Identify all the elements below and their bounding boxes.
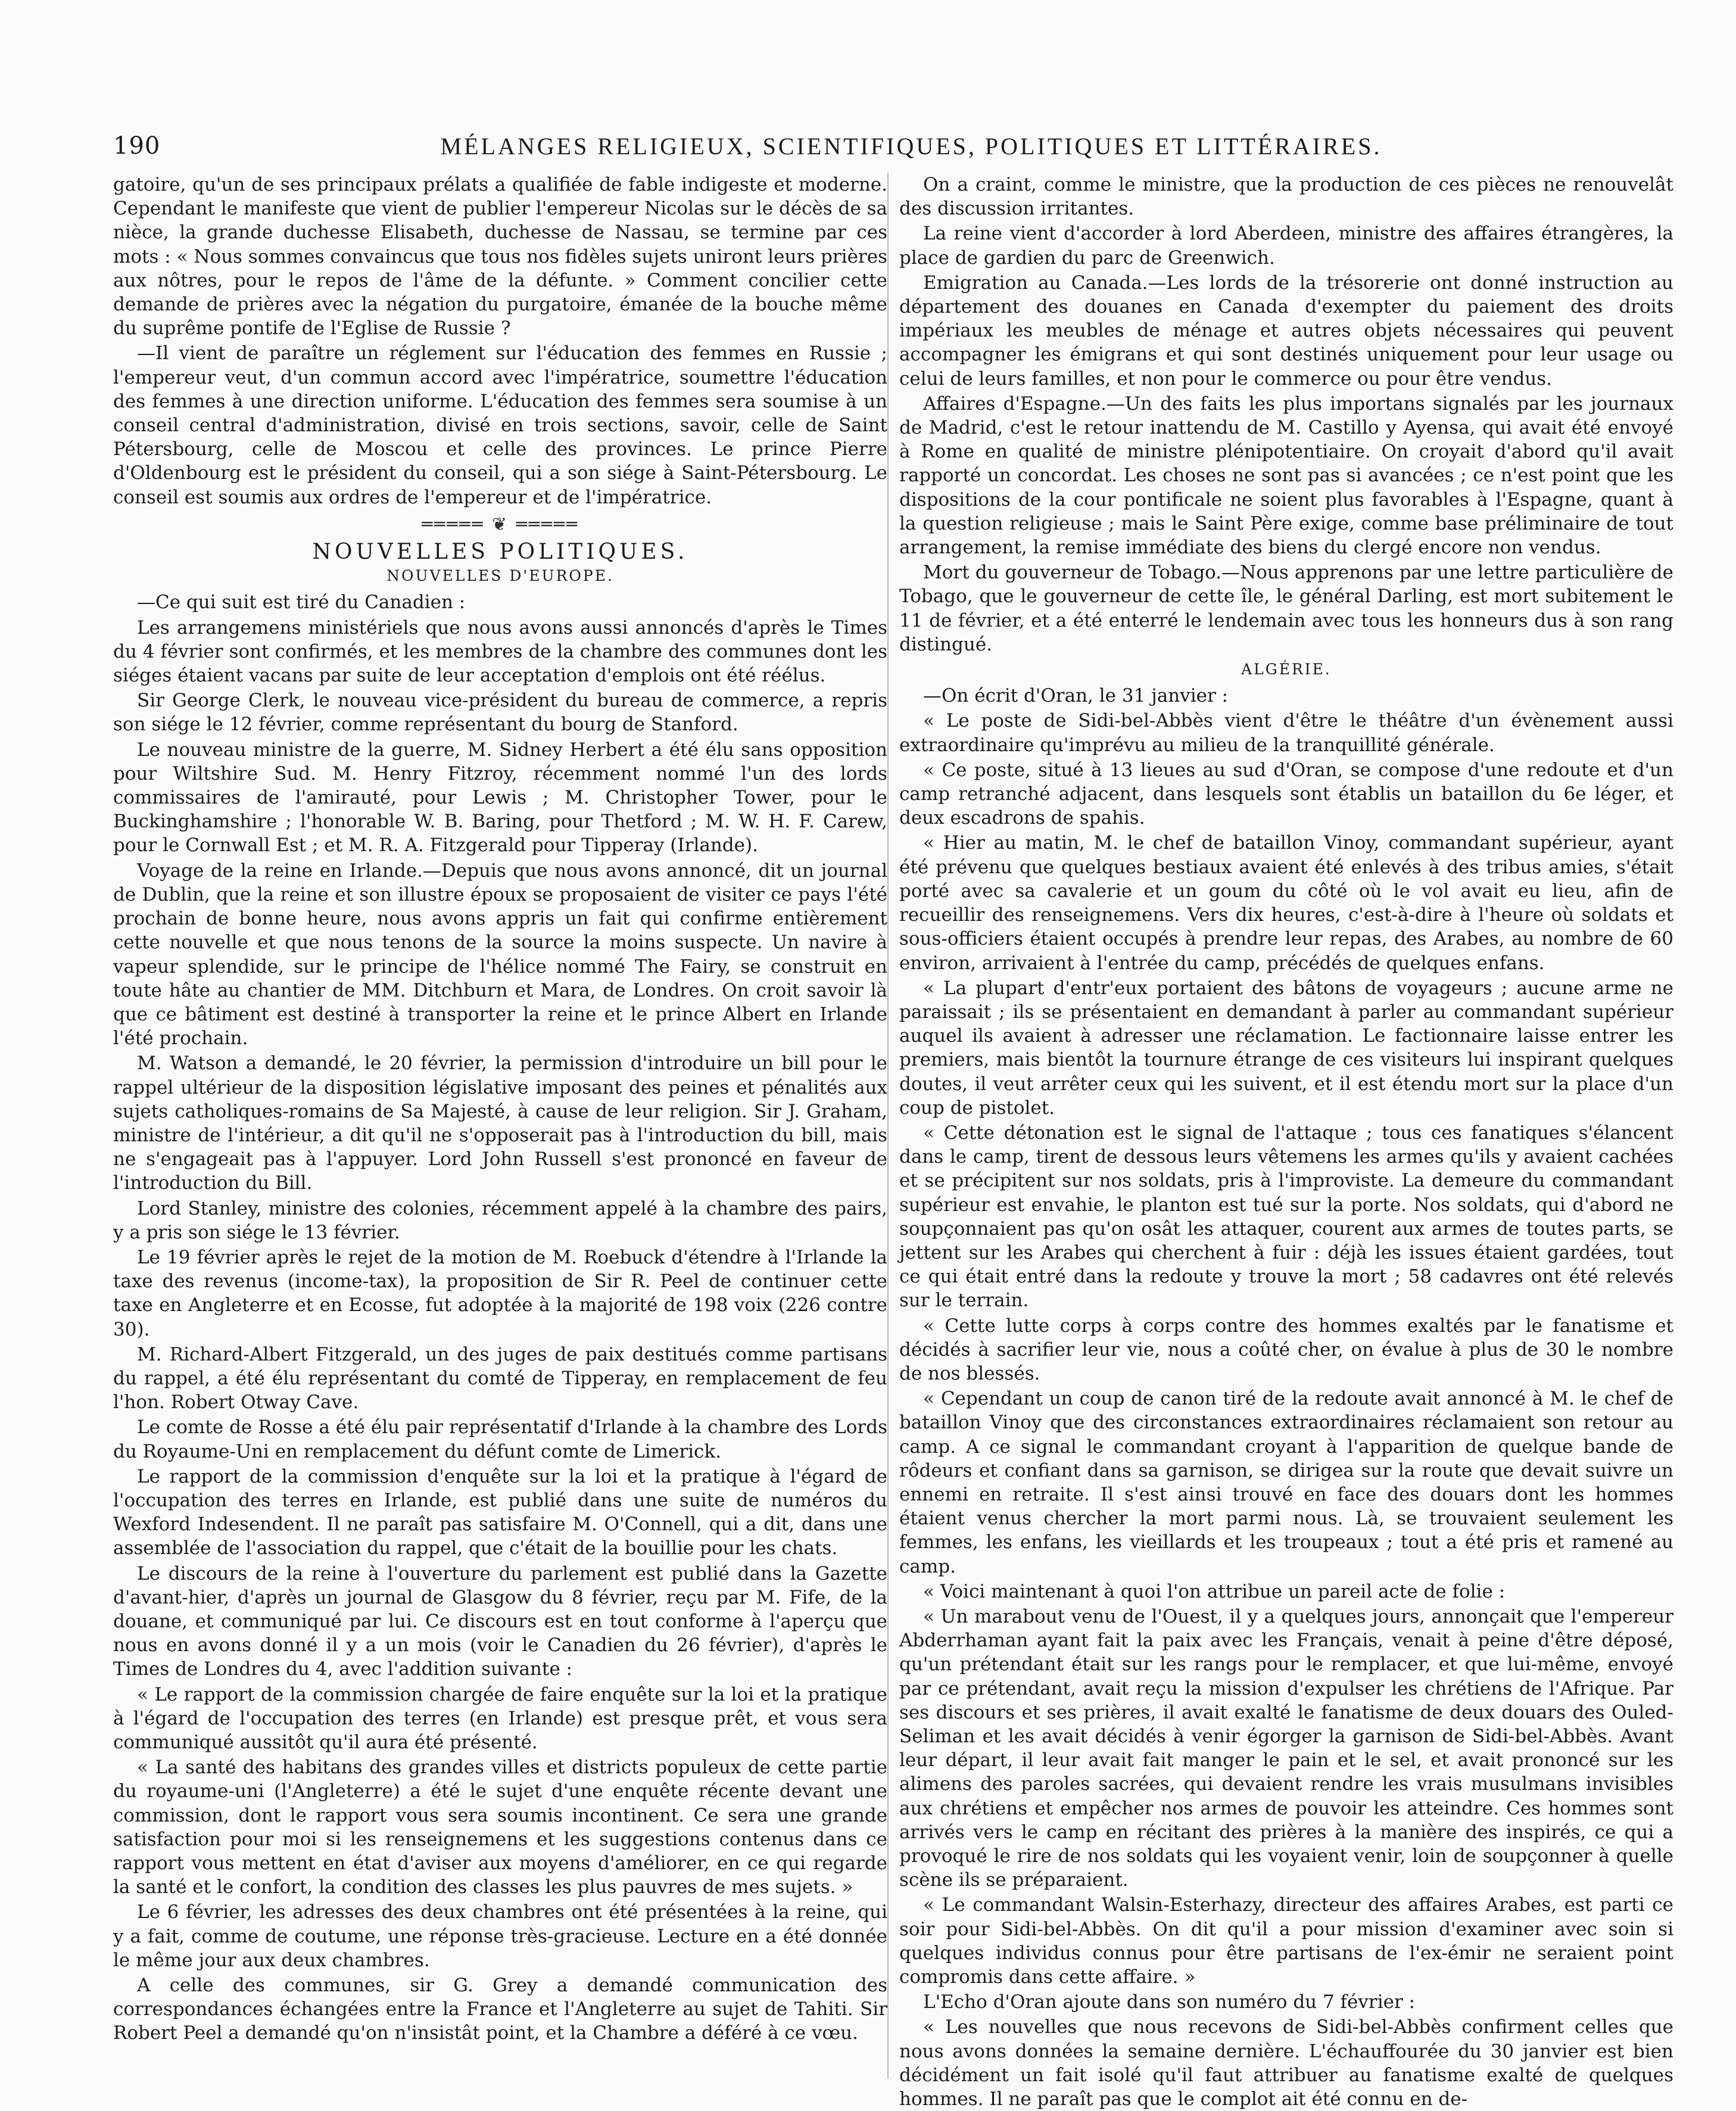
paragraph: « Le commandant Walsin-Esterhazy, directeur des affaires Arabes, est parti ce soir pour Sidi-bel-Abbès. On dit qu'il a pour mission d'examiner avec soin si quelques individus connus pour être partisans de l'ex-émir ne seraient point compromis dans cette affaire. »: [899, 1894, 1673, 1988]
page-number: 190: [113, 132, 161, 160]
paragraph: « Les nouvelles que nous recevons de Sidi-bel-Abbès confirment celles que nous avons données la semaine dernière. L'échauffourée du 30 janvier est bien décidément un fait isolé qu'il faut attribuer au fanatisme exalté de quelques hommes. Il ne paraît pas que le complot ait été connu en de-: [899, 2016, 1673, 2110]
paragraph: « Hier au matin, M. le chef de bataillon Vinoy, commandant supérieur, ayant été prévenu que quelques bestiaux avaient été enlevés à des tribus amies, s'était porté avec sa cavalerie et un goum du côté où le vol avait eu lieu, afin de recueillir des renseignemens. Vers dix heures, c'est-à-dire à l'heure où soldats et sous-officiers étaient occupés à prendre leur repas, des Arabes, au nombre de 60 environ, arrivaient à l'entrée du camp, précédés de quelques enfans.: [899, 832, 1673, 974]
page-header: [113, 122, 1638, 170]
paragraph: « Le rapport de la commission chargée de faire enquête sur la loi et la pratique à l'égard de l'occupation des terres (en Irlande) est presque prêt, et vous sera communiqué aussitôt qu'il aura été présenté.: [113, 1683, 887, 1753]
paragraph: « Cette détonation est le signal de l'attaque ; tous ces fanatiques s'élancent dans le camp, tirent de dessous leurs vêtemens les armes qu'ils y avaient cachées et se précipitent sur nos soldats, pris à l'improviste. La demeure du commandant supérieur est envahie, le planton est tué sur la porte. Nos soldats, qui d'abord ne soupçonnaient pas qu'on osât les attaquer, courent aux armes de toutes parts, se jettent sur les Arabes qui cherchent à fuir : déjà les issues étaient gardées, tout ce qui était entré dans la redoute y trouve la mort ; 58 cadavres ont été relevés sur le terrain.: [899, 1122, 1673, 1312]
paragraph: Le 19 février après le rejet de la motion de M. Roebuck d'étendre à l'Irlande la taxe des revenus (income-tax), la proposition de Sir R. Peel de continuer cette taxe en Angleterre et en Ecosse, fut adoptée à la majorité de 198 voix (226 contre 30).: [113, 1246, 887, 1340]
paragraph: —Il vient de paraître un réglement sur l'éducation des femmes en Russie ; l'empereur veut, d'un commun accord avec l'impératrice, soumettre l'éducation des femmes à une direction uniforme. L'éducation des femmes sera soumise à un conseil central d'administration, divisé en trois sections, savoir, celle de Saint Pétersbourg, celle de Moscou et celle des provinces. Le prince Pierre d'Oldenbourg est le président du conseil, qui a son siége à Saint-Pétersbourg. Le conseil est soumis aux ordres de l'empereur et de l'impératrice.: [113, 343, 887, 508]
paragraph: « Ce poste, situé à 13 lieues au sud d'Oran, se compose d'une redoute et d'un camp retranché adjacent, dans lesquels sont établis un bataillon du 6e léger, et deux escadrons de spahis.: [899, 759, 1673, 829]
section-subtitle: ALGÉRIE.: [1241, 661, 1332, 678]
paragraph: « Cependant un coup de canon tiré de la redoute avait annoncé à M. le chef de bataillon Vinoy que des circonstances extraordinaires réclamaient son retour au camp. A ce signal le commandant croyant à l'apparition de quelque bande de rôdeurs et confiant dans sa garnison, se dirigea sur la route que devait suivre un ennemi en retraite. Il s'est ainsi trouvé en face des douars dont les hommes étaient venus chercher la mort parmi nous. Là, se trouvaient seulement les femmes, les enfans, les vieillards et les troupeaux ; tout a été pris et ramené au camp.: [899, 1388, 1673, 1577]
paragraph: gatoire, qu'un de ses principaux prélats a qualifiée de fable indigeste et moderne. Cependant le manifeste que vient de publier l'empereur Nicolas sur le décès de sa nièce, la grande duchesse Elisabeth, duchesse de Nassau, se termine par ces mots : « Nous sommes convaincus que tous nos fidèles sujets uniront leurs prières aux nôtres, pour le repos de l'âme de la défunte. » Comment concilier cette demande de prières avec la négation du purgatoire, émanée de la bouche même du suprême pontife de l'Eglise de Russie ?: [113, 174, 887, 340]
paragraph: « Cette lutte corps à corps contre des hommes exaltés par le fanatisme et décidés à sacrifier leur vie, nous a coûté cher, on évalue à plus de 30 le nombre de nos blessés.: [899, 1315, 1673, 1384]
section-subtitle: NOUVELLES D'EUROPE.: [387, 567, 614, 585]
paragraph: « La plupart d'entr'eux portaient des bâtons de voyageurs ; aucune arme ne paraissait ; ils se présentaient en demandant à parler au commandant supérieur auquel ils avaient à adresser une réclamation. Le factionnaire laisse entrer les premiers, mais bientôt la tournure étrange de ces visiteurs lui inspirant quelques doutes, il veut arrêter ceux qui les suivent, et il est étendu mort sur la place d'un coup de pistolet.: [899, 977, 1673, 1119]
paragraph: Le nouveau ministre de la guerre, M. Sidney Herbert a été élu sans opposition pour Wiltshire Sud. M. Henry Fitzroy, récemment nommé l'un des lords commissaires de l'amirauté, pour Lewis ; M. Christopher Tower, pour le Buckinghamshire ; l'honorable W. B. Baring, pour Thetford ; M. W. H. F. Carew, pour le Cornwall Est ; et M. R. A. Fitzgerald pour Tipperay (Irlande).: [113, 739, 887, 857]
paragraph: Les arrangemens ministériels que nous avons aussi annoncés d'après le Times du 4 février sont confirmés, et les membres de la chambre des communes dont les siéges étaient vacans par suite de leur acceptation d'emplois ont été réélus.: [113, 617, 887, 687]
paragraph: On a craint, comme le ministre, que la production de ces pièces ne renouvelât des discussion irritantes.: [899, 174, 1673, 220]
left-column: [113, 173, 887, 2079]
paragraph: Le discours de la reine à l'ouverture du parlement est publié dans la Gazette d'avant-hier, d'après un journal de Glasgow du 8 février, reçu par M. Fife, de la douane, et communiqué par lui. Ce discours est en tout conforme à l'aperçu que nous en avons donné il y a un mois (voir le Canadien du 26 février), d'après le Times de Londres du 4, avec l'addition suivante :: [113, 1562, 887, 1680]
paragraph: —Ce qui suit est tiré du Canadien :: [137, 591, 466, 614]
paragraph: « Voici maintenant à quoi l'on attribue un pareil acte de folie :: [923, 1580, 1506, 1602]
paragraph: M. Watson a demandé, le 20 février, la permission d'introduire un bill pour le rappel ultérieur de la disposition législative imposant des peines et pénalités aux sujets catholiques-romains de Sa Majesté, à cause de leur religion. Sir J. Graham, ministre de l'intérieur, a dit qu'il ne s'opposerait pas à l'introduction du bill, mais ne s'engageait pas à l'appuyer. Lord John Russell s'est prononcé en faveur de l'introduction du Bill.: [113, 1053, 887, 1194]
ornament-divider: ═════ ❦ ═════: [422, 513, 579, 535]
paragraph: —On écrit d'Oran, le 31 janvier :: [923, 685, 1229, 707]
paragraph: Mort du gouverneur de Tobago.—Nous apprenons par une lettre particulière de Tobago, que le gouverneur de cette île, le général Darling, est mort subitement le 11 de février, et a été enterré le lendemain avec tous les honneurs dus à son rang distingué.: [899, 562, 1673, 655]
paragraph: Emigration au Canada.—Les lords de la trésorerie ont donné instruction au département des douanes en Canada d'exempter du paiement des droits impériaux les meubles de ménage et autres objets nécessaires qui peuvent accompagner les émigrans et qui sont destinés uniquement pour leur usage ou celui de leurs familles, et non pour le commerce ou pour être vendus.: [899, 272, 1673, 390]
paragraph: La reine vient d'accorder à lord Aberdeen, ministre des affaires étrangères, la place de gardien du parc de Greenwich.: [899, 223, 1673, 269]
paragraph: Sir George Clerk, le nouveau vice-président du bureau de commerce, a repris son siége le 12 février, comme représentant du bourg de Stanford.: [113, 690, 887, 736]
right-column: [899, 173, 1673, 2110]
column-divider: [887, 173, 889, 2079]
paragraph: Le 6 février, les adresses des deux chambres ont été présentées à la reine, qui y a fait, comme de coutume, une réponse très-gracieuse. Lecture en a été donnée le même jour aux deux chambres.: [113, 1901, 887, 1971]
paragraph: « La santé des habitans des grandes villes et districts populeux de cette partie du royaume-uni (l'Angleterre) a été le sujet d'une enquête récente devant une commission, dont le rapport vous sera soumis incontinent. Ce sera une grande satisfaction pour moi si les renseignemens et les suggestions contenus dans ce rapport vous mettent en état d'aviser aux moyens d'améliorer, en ce qui regarde la santé et le confort, la condition des classes les plus pauvres de mes sujets. »: [113, 1757, 887, 1898]
paragraph: Affaires d'Espagne.—Un des faits les plus importans signalés par les journaux de Madrid, c'est le retour inattendu de M. Castillo y Ayensa, qui avait été envoyé à Rome en qualité de ministre plénipotentiaire. On croyait d'abord qu'il avait rapporté un concordat. Les choses ne sont pas si avancées ; ce n'est point que les dispositions de la cour pontificale ne soient plus favorables à l'Espagne, quant à la question religieuse ; mais le Saint Père exige, comme base préliminaire de tout arrangement, la remise immédiate des biens du clergé encore non vendus.: [899, 393, 1673, 559]
paragraph: L'Echo d'Oran ajoute dans son numéro du 7 février :: [923, 1991, 1416, 2013]
journal-title: MÉLANGES RELIGIEUX, SCIENTIFIQUES, POLITIQUES ET LITTÉRAIRES.: [440, 132, 1382, 160]
paragraph: Lord Stanley, ministre des colonies, récemment appelé à la chambre des pairs, y a pris son siége le 13 février.: [113, 1197, 887, 1243]
paragraph: « Le poste de Sidi-bel-Abbès vient d'être le théâtre d'un évènement aussi extraordinaire qu'imprévu au milieu de la tranquillité générale.: [899, 710, 1673, 756]
paragraph: A celle des communes, sir G. Grey a demandé communication des correspondances échangées entre la France et l'Angleterre au sujet de Tahiti. Sir Robert Peel a demandé qu'on n'insistât point, et la Chambre a déféré à ce vœu.: [113, 1975, 887, 2044]
paragraph: Le comte de Rosse a été élu pair représentatif d'Irlande à la chambre des Lords du Royaume-Uni en remplacement du défunt comte de Limerick.: [113, 1416, 887, 1462]
paragraph: Le rapport de la commission d'enquête sur la loi et la pratique à l'égard de l'occupation des terres en Irlande, est publié dans une suite de numéros du Wexford Indesendent. Il ne paraît pas satisfaire M. O'Connell, qui a dit, dans une assemblée de l'association du rappel, que c'était de la bouillie pour les chats.: [113, 1465, 887, 1559]
section-title: NOUVELLES POLITIQUES.: [312, 540, 688, 565]
paragraph: « Un marabout venu de l'Ouest, il y a quelques jours, annonçait que l'empereur Abderrhaman ayant fait la paix avec les Français, venait à peine d'être déposé, qu'un prétendant était sur les rangs pour le remplacer, et que lui-même, envoyé par ce prétendant, avait reçu la mission d'expulser les chrétiens de l'Afrique. Par ses discours et ses prières, il avait exalté le fanatisme de deux douars des Ouled-Seliman et les avait décidés à venir égorger la garnison de Sidi-bel-Abbès. Avant leur départ, il leur avait fait manger le pain et le sel, et avait prononcé sur les alimens des paroles sacrées, qui devaient rendre les vrais musulmans invisibles aux chrétiens et empêcher nos armes de pouvoir les atteindre. Ces hommes sont arrivés vers le camp en récitant des prières à la manière des inspirés, ce qui a provoqué le rire de nos soldats qui les voyaient venir, loin de soupçonner à quelle scène ils se préparaient.: [899, 1605, 1673, 1891]
paragraph: Voyage de la reine en Irlande.—Depuis que nous avons annoncé, dit un journal de Dublin, que la reine et son illustre époux se proposaient de visiter ce pays l'été prochain de bonne heure, nous avons appris un fait qui confirme entièrement cette nouvelle et que nous tenons de la source la moins suspecte. Un navire à vapeur splendide, sur le principe de l'hélice nommé The Fairy, se construit en toute hâte au chantier de MM. Ditchburn et Mara, de Londres. On croit savoir là que ce bâtiment est destiné à transporter la reine et le prince Albert en Irlande l'été prochain.: [113, 860, 887, 1050]
paragraph: M. Richard-Albert Fitzgerald, un des juges de paix destitués comme partisans du rappel, a été élu représentant du comté de Tipperay, en remplacement de feu l'hon. Robert Otway Cave.: [113, 1343, 887, 1413]
